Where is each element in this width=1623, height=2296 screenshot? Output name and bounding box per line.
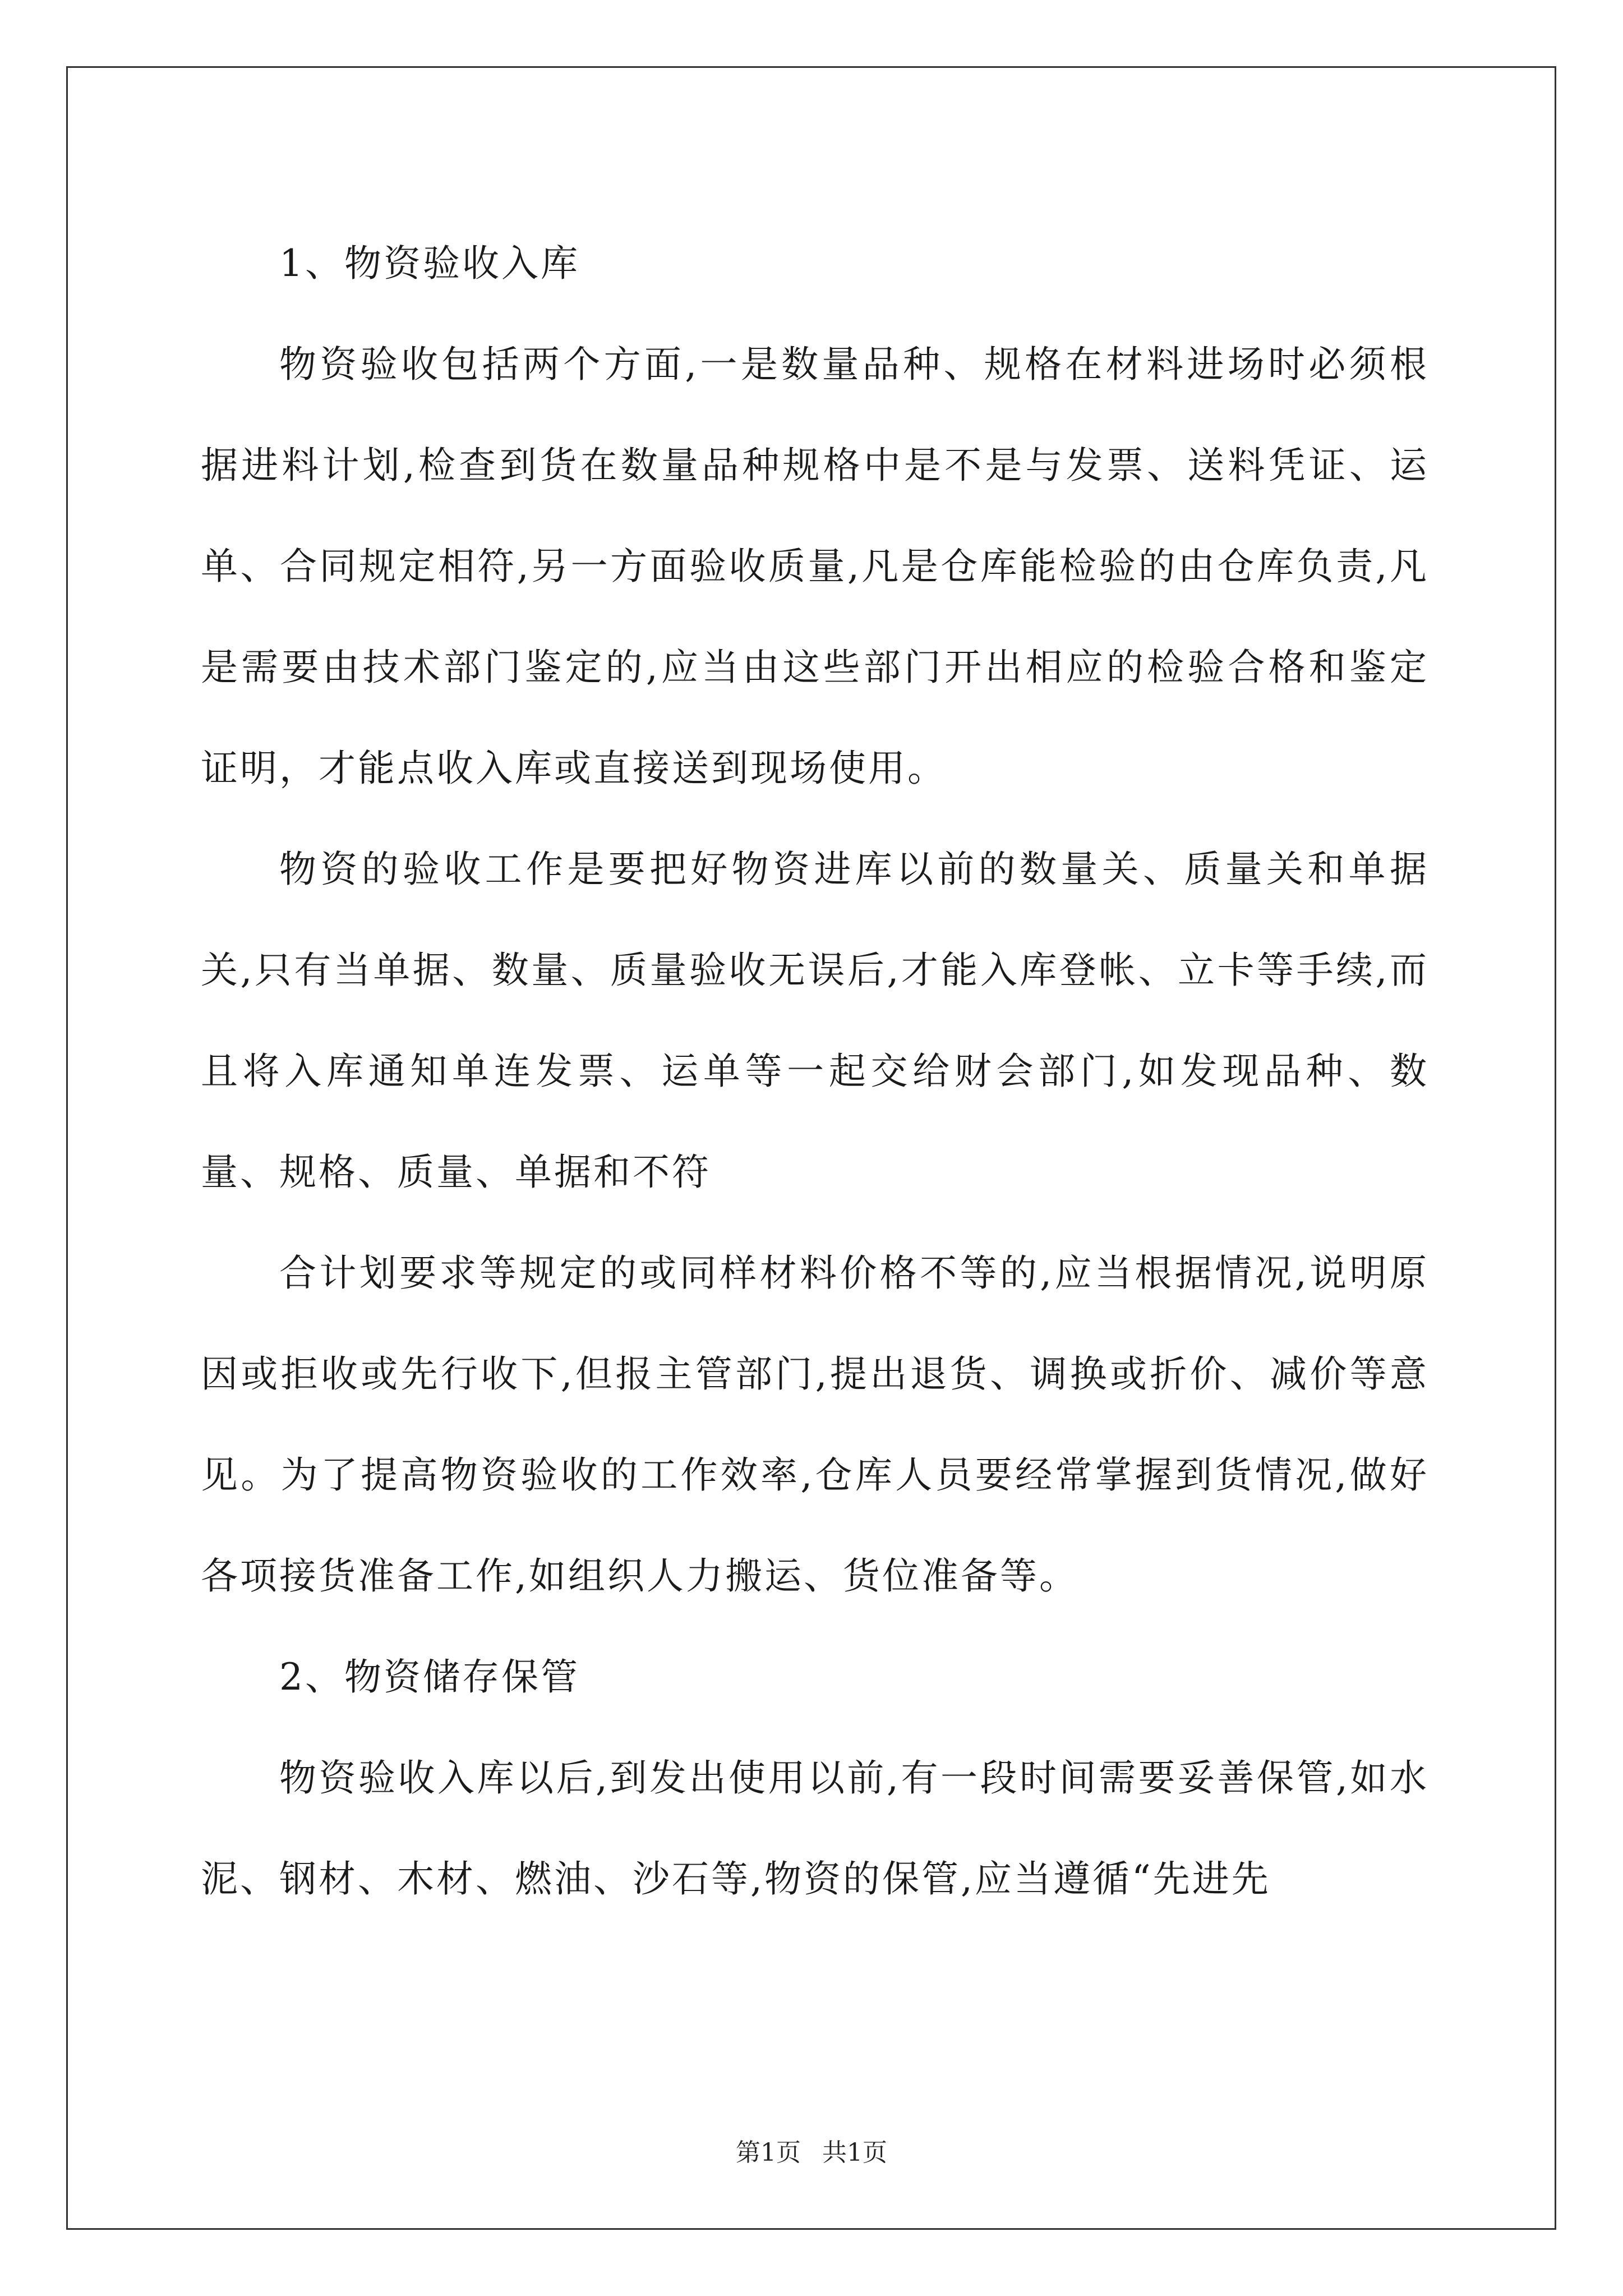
- page-number: 第1页: [736, 2138, 801, 2167]
- document-body: [201, 213, 1429, 1930]
- paragraph-acceptance-exceptions: 合计划要求等规定的或同样材料价格不等的,应当根据情况,说明原因或拒收或先行收下,但报主管部门,提出退货、调换或折价、减价等意见。为了提高物资验收的工作效率,仓库人员要经常掌握到货情况,做好各项接货准备工作,如组织人力搬运、货位准备等。: [201, 1251, 1429, 1598]
- page-footer: [0, 2136, 1623, 2170]
- section-heading-2: 2、物资储存保管: [279, 1655, 580, 1699]
- section-heading-1: 1、物资验收入库: [279, 242, 580, 285]
- paragraph-storage: 物资验收入库以后,到发出使用以前,有一段时间需要妥善保管,如水泥、钢材、木材、燃油、沙石等,物资的保管,应当遵循“先进先: [201, 1756, 1429, 1901]
- paragraph-acceptance-work: 物资的验收工作是要把好物资进库以前的数量关、质量关和单据关,只有当单据、数量、质量验收无误后,才能入库登帐、立卡等手续,而且将入库通知单连发票、运单等一起交给财会部门,如发现品种、数量、规格、质量、单据和不符: [201, 848, 1429, 1194]
- page-total: 共1页: [822, 2138, 887, 2167]
- paragraph-acceptance-scope: 物资验收包括两个方面,一是数量品种、规格在材料进场时必须根据进料计划,检查到货在数量品种规格中是不是与发票、送料凭证、运单、合同规定相符,另一方面验收质量,凡是仓库能检验的由仓库负责,凡是需要由技术部门鉴定的,应当由这些部门开出相应的检验合格和鉴定证明，才能点收入库或直接送到现场使用。: [201, 343, 1429, 790]
